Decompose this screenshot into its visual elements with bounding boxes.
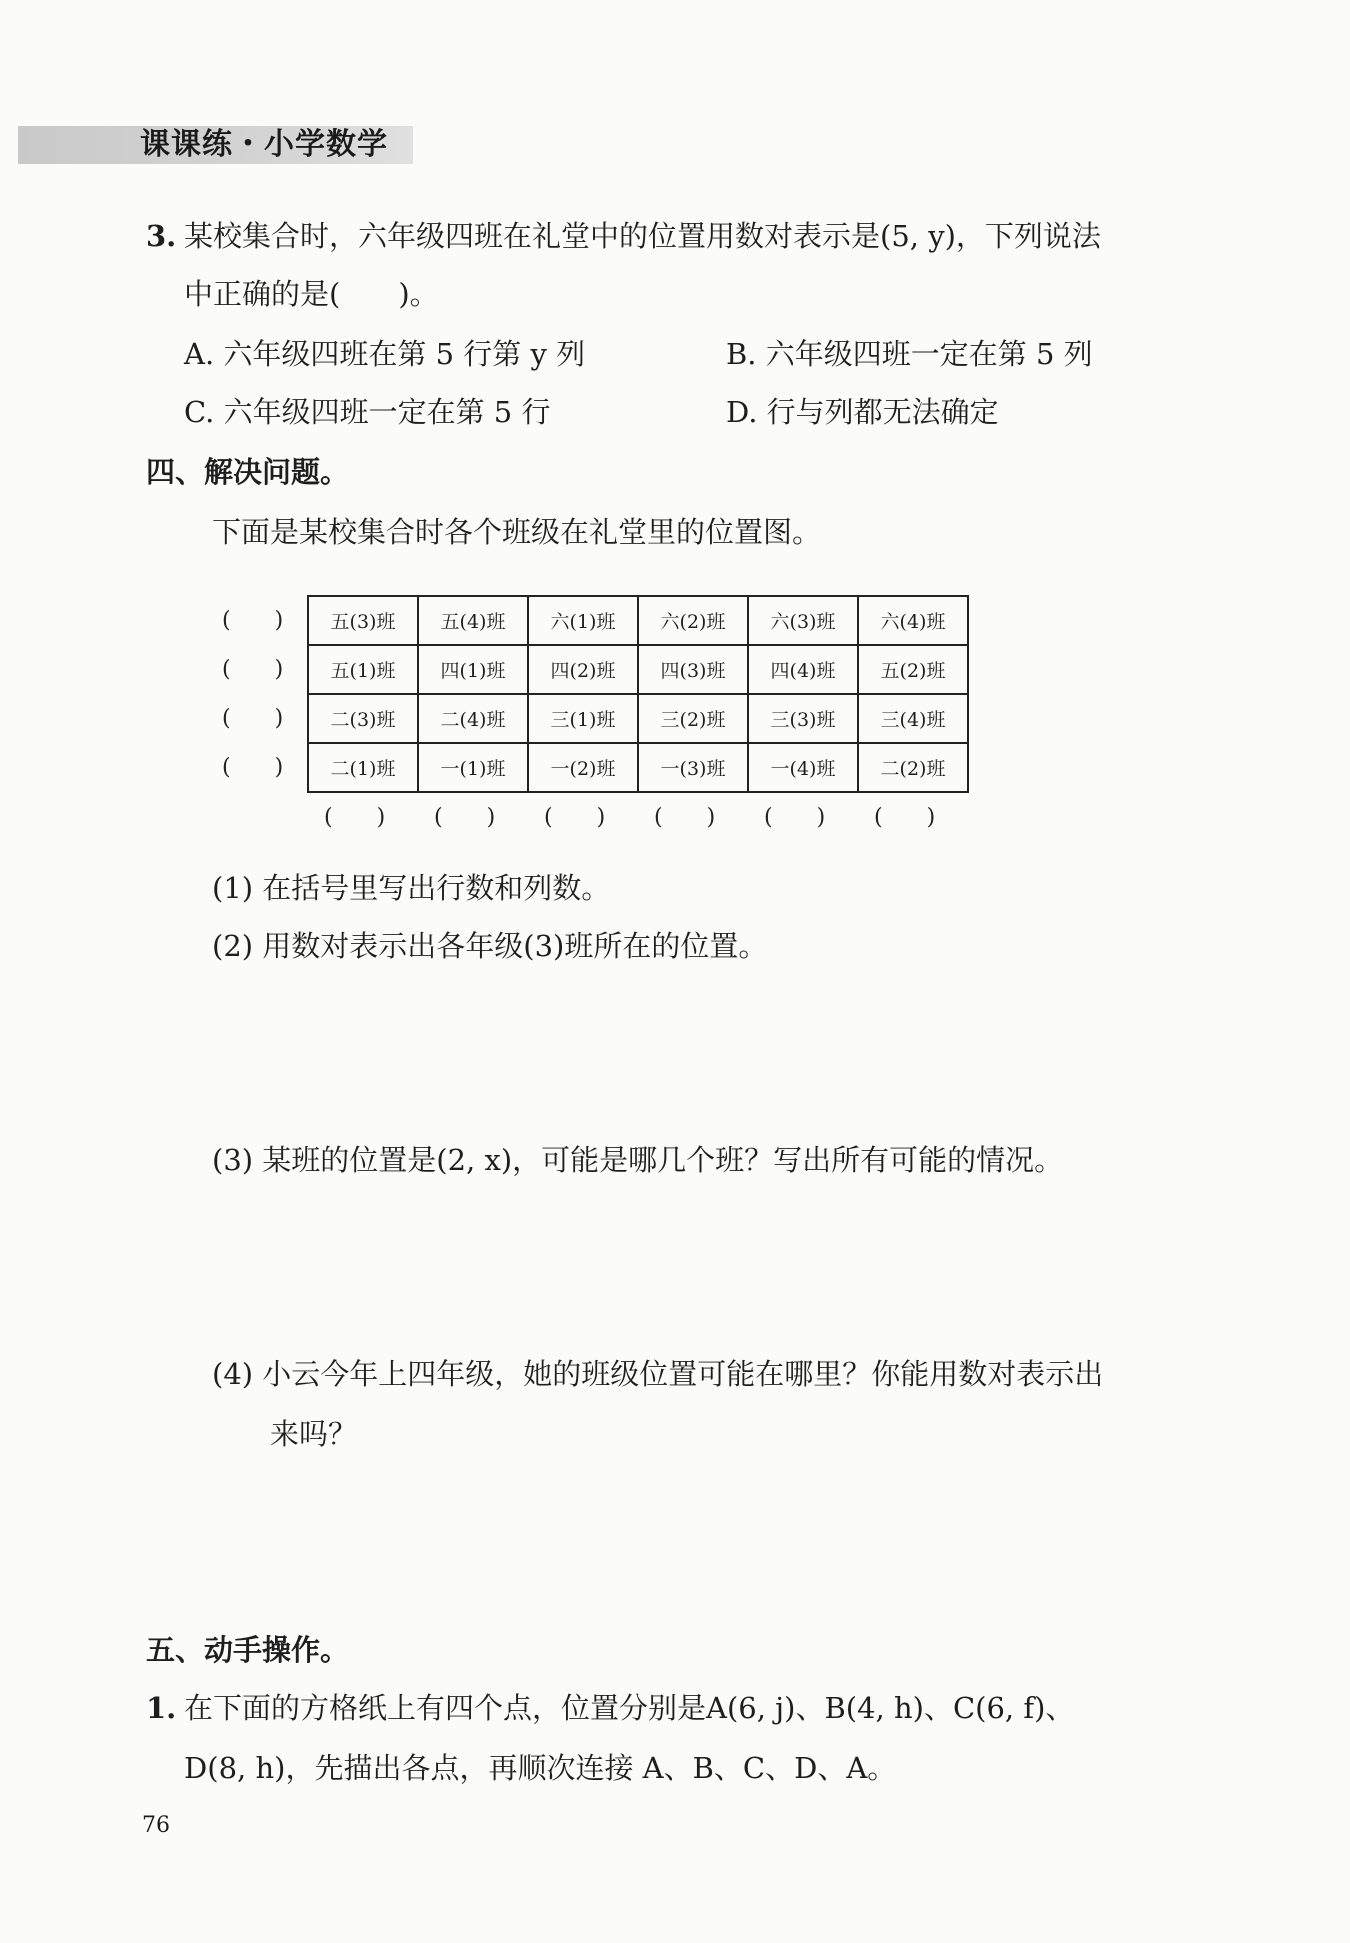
section4-intro: 下面是某校集合时各个班级在礼堂里的位置图。 <box>212 515 822 549</box>
grid-cell: 一(2)班 <box>528 743 638 792</box>
col-paren-2: ( ) <box>434 805 496 830</box>
section5-heading: 五、动手操作。 <box>146 1633 350 1667</box>
s5-q1-line1: 在下面的方格纸上有四个点，位置分别是A(6, j)、B(4, h)、C(6, f)、 <box>184 1691 1075 1725</box>
grid-cell: 六(3)班 <box>748 596 858 645</box>
grid-cell: 六(2)班 <box>638 596 748 645</box>
grid-cell: 六(1)班 <box>528 596 638 645</box>
grid-row <box>308 596 968 645</box>
grid-row <box>308 694 968 743</box>
row-paren-3: ( ) <box>222 706 284 731</box>
grid-cell: 六(4)班 <box>858 596 968 645</box>
q3-stem-line1: 某校集合时，六年级四班在礼堂中的位置用数对表示是(5, y)，下列说法 <box>184 219 1101 253</box>
q3-option-d: D. 行与列都无法确定 <box>726 395 999 429</box>
sub-question-4-line2: 来吗？ <box>270 1417 358 1451</box>
section4-heading: 四、解决问题。 <box>146 455 350 489</box>
row-paren-1: ( ) <box>222 608 284 633</box>
s5-q1-line2: D(8, h)，先描出各点，再顺次连接 A、B、C、D、A。 <box>184 1751 897 1785</box>
q3-number: 3. <box>146 219 177 253</box>
grid-cell: 五(3)班 <box>308 596 418 645</box>
row-paren-4: ( ) <box>222 755 284 780</box>
sub-question-3: (3) 某班的位置是(2, x)，可能是哪几个班？写出所有可能的情况。 <box>212 1143 1064 1177</box>
grid-cell: 三(3)班 <box>748 694 858 743</box>
sub-question-4-line1: (4) 小云今年上四年级，她的班级位置可能在哪里？你能用数对表示出 <box>212 1357 1104 1391</box>
row-paren-2: ( ) <box>222 657 284 682</box>
grid-cell: 一(4)班 <box>748 743 858 792</box>
s5-q1-number: 1. <box>146 1691 177 1725</box>
grid-row <box>308 645 968 694</box>
page-header-title: 课课练・小学数学 <box>140 127 388 162</box>
col-paren-4: ( ) <box>654 805 716 830</box>
grid-row <box>308 743 968 792</box>
col-paren-1: ( ) <box>324 805 386 830</box>
page-number: 76 <box>142 1813 170 1838</box>
grid-cell: 二(3)班 <box>308 694 418 743</box>
grid-cell: 三(1)班 <box>528 694 638 743</box>
grid-cell: 三(2)班 <box>638 694 748 743</box>
q3-option-a: A. 六年级四班在第 5 行第 y 列 <box>184 337 586 371</box>
q3-option-c: C. 六年级四班一定在第 5 行 <box>184 395 551 429</box>
q3-stem-line2: 中正确的是( )。 <box>184 277 439 311</box>
grid-cell: 三(4)班 <box>858 694 968 743</box>
grid-cell: 四(4)班 <box>748 645 858 694</box>
grid-cell: 一(3)班 <box>638 743 748 792</box>
seating-grid <box>307 595 969 793</box>
grid-cell: 五(2)班 <box>858 645 968 694</box>
grid-cell: 四(2)班 <box>528 645 638 694</box>
sub-question-2: (2) 用数对表示出各年级(3)班所在的位置。 <box>212 929 768 963</box>
q3-option-b: B. 六年级四班一定在第 5 列 <box>726 337 1093 371</box>
sub-question-1: (1) 在括号里写出行数和列数。 <box>212 871 611 905</box>
grid-cell: 二(4)班 <box>418 694 528 743</box>
col-paren-6: ( ) <box>874 805 936 830</box>
grid-cell: 二(1)班 <box>308 743 418 792</box>
grid-cell: 五(4)班 <box>418 596 528 645</box>
grid-cell: 四(1)班 <box>418 645 528 694</box>
col-paren-5: ( ) <box>764 805 826 830</box>
grid-cell: 一(1)班 <box>418 743 528 792</box>
grid-cell: 二(2)班 <box>858 743 968 792</box>
col-paren-3: ( ) <box>544 805 606 830</box>
grid-cell: 四(3)班 <box>638 645 748 694</box>
grid-cell: 五(1)班 <box>308 645 418 694</box>
